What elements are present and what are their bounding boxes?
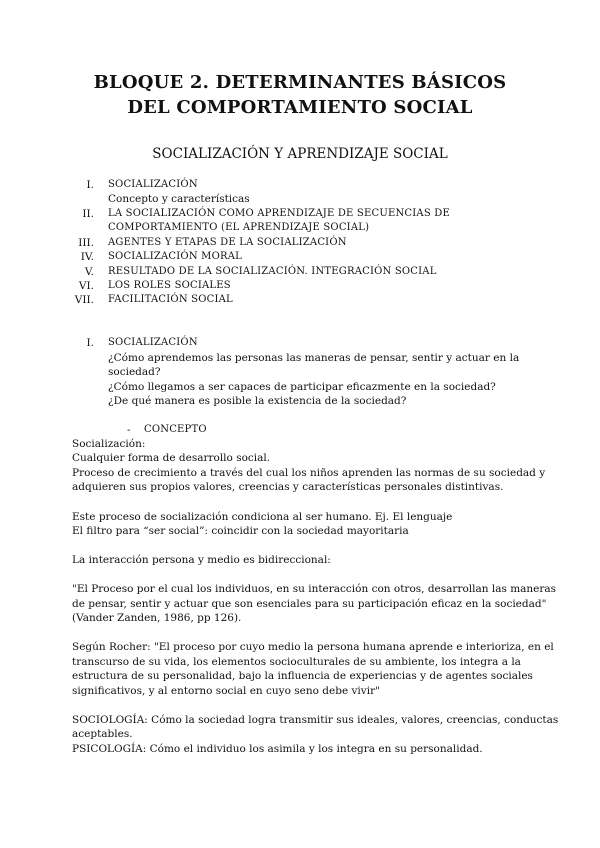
outline-number: V. <box>84 266 94 278</box>
paragraph-text: Este proceso de socialización condiciona al ser humano. Ej. El lenguaje <box>72 511 453 523</box>
outline-item: LA SOCIALIZACIÓN COMO APRENDIZAJE DE SECUENCIAS DE <box>108 208 450 219</box>
question-text: ¿Cómo llegamos a ser capaces de participar eficazmente en la sociedad? <box>108 381 496 393</box>
quote-text: (Vander Zanden, 1986, pp 126). <box>72 612 242 624</box>
outline-number: III. <box>78 237 94 249</box>
paragraph-text: Proceso de crecimiento a través del cual los niños aprenden las normas de su sociedad y <box>72 467 546 479</box>
document-subtitle: SOCIALIZACIÓN Y APRENDIZAJE SOCIAL <box>152 146 448 162</box>
paragraph-text: Socialización: <box>72 438 146 450</box>
section-heading: SOCIALIZACIÓN <box>108 337 198 348</box>
outline-item-continued: COMPORTAMIENTO (EL APRENDIZAJE SOCIAL) <box>108 222 370 233</box>
paragraph-text: aceptables. <box>72 728 133 740</box>
section-number: I. <box>86 337 94 349</box>
outline-number: I. <box>86 179 94 191</box>
outline-item: FACILITACIÓN SOCIAL <box>108 294 233 305</box>
document-title-line1: BLOQUE 2. DETERMINANTES BÁSICOS <box>93 72 507 93</box>
paragraph-text: El filtro para “ser social”: coincidir con la sociedad mayoritaria <box>72 525 409 537</box>
outline-item: RESULTADO DE LA SOCIALIZACIÓN. INTEGRACIÓN SOCIAL <box>108 266 437 277</box>
quote-text: estructura de su personalidad, bajo la influencia de experiencias y de agentes sociales <box>72 670 533 682</box>
paragraph-text: Cualquier forma de desarrollo social. <box>72 452 271 464</box>
outline-number: IV. <box>80 251 94 263</box>
outline-item: AGENTES Y ETAPAS DE LA SOCIALIZACIÓN <box>108 237 347 248</box>
question-text: ¿Cómo aprendemos las personas las maneras de pensar, sentir y actuar en la <box>108 352 520 364</box>
question-text: ¿De qué manera es posible la existencia de la sociedad? <box>108 395 407 407</box>
quote-text: significativos, y al entorno social en cuyo seno debe vivir" <box>72 685 380 697</box>
quote-text: Según Rocher: "El proceso por cuyo medio la persona humana aprende e interioriza, en el <box>72 641 554 653</box>
outline-item-sub: Concepto y características <box>108 193 250 205</box>
quote-text: "El Proceso por el cual los individuos, en su interacción con otros, desarrollan las maneras <box>72 583 557 595</box>
quote-text: de pensar, sentir y actuar que son esenciales para su participación eficaz en la sociedad" <box>72 598 547 610</box>
paragraph-text: PSICOLOGÍA: Cómo el individuo los asimila y los integra en su personalidad. <box>72 743 483 755</box>
paragraph-text: SOCIOLOGÍA: Cómo la sociedad logra transmitir sus ideales, valores, creencias, conductas <box>72 714 559 726</box>
quote-text: transcurso de su vida, los elementos socioculturales de su ambiente, los integra a la <box>72 656 521 668</box>
bullet-dash: - <box>127 424 131 436</box>
outline-item: SOCIALIZACIÓN MORAL <box>108 251 242 262</box>
outline-number: VII. <box>74 294 94 306</box>
paragraph-text: La interacción persona y medio es bidireccional: <box>72 554 331 566</box>
outline-number: VI. <box>78 280 94 292</box>
outline-item: LOS ROLES SOCIALES <box>108 280 231 291</box>
document-title-line2: DEL COMPORTAMIENTO SOCIAL <box>127 97 473 118</box>
outline-number: II. <box>82 208 94 220</box>
concept-heading: CONCEPTO <box>144 424 207 435</box>
paragraph-text: adquieren sus propios valores, creencias y características personales distintivas. <box>72 481 504 493</box>
outline-item: SOCIALIZACIÓN <box>108 179 198 190</box>
question-text: sociedad? <box>108 366 161 378</box>
